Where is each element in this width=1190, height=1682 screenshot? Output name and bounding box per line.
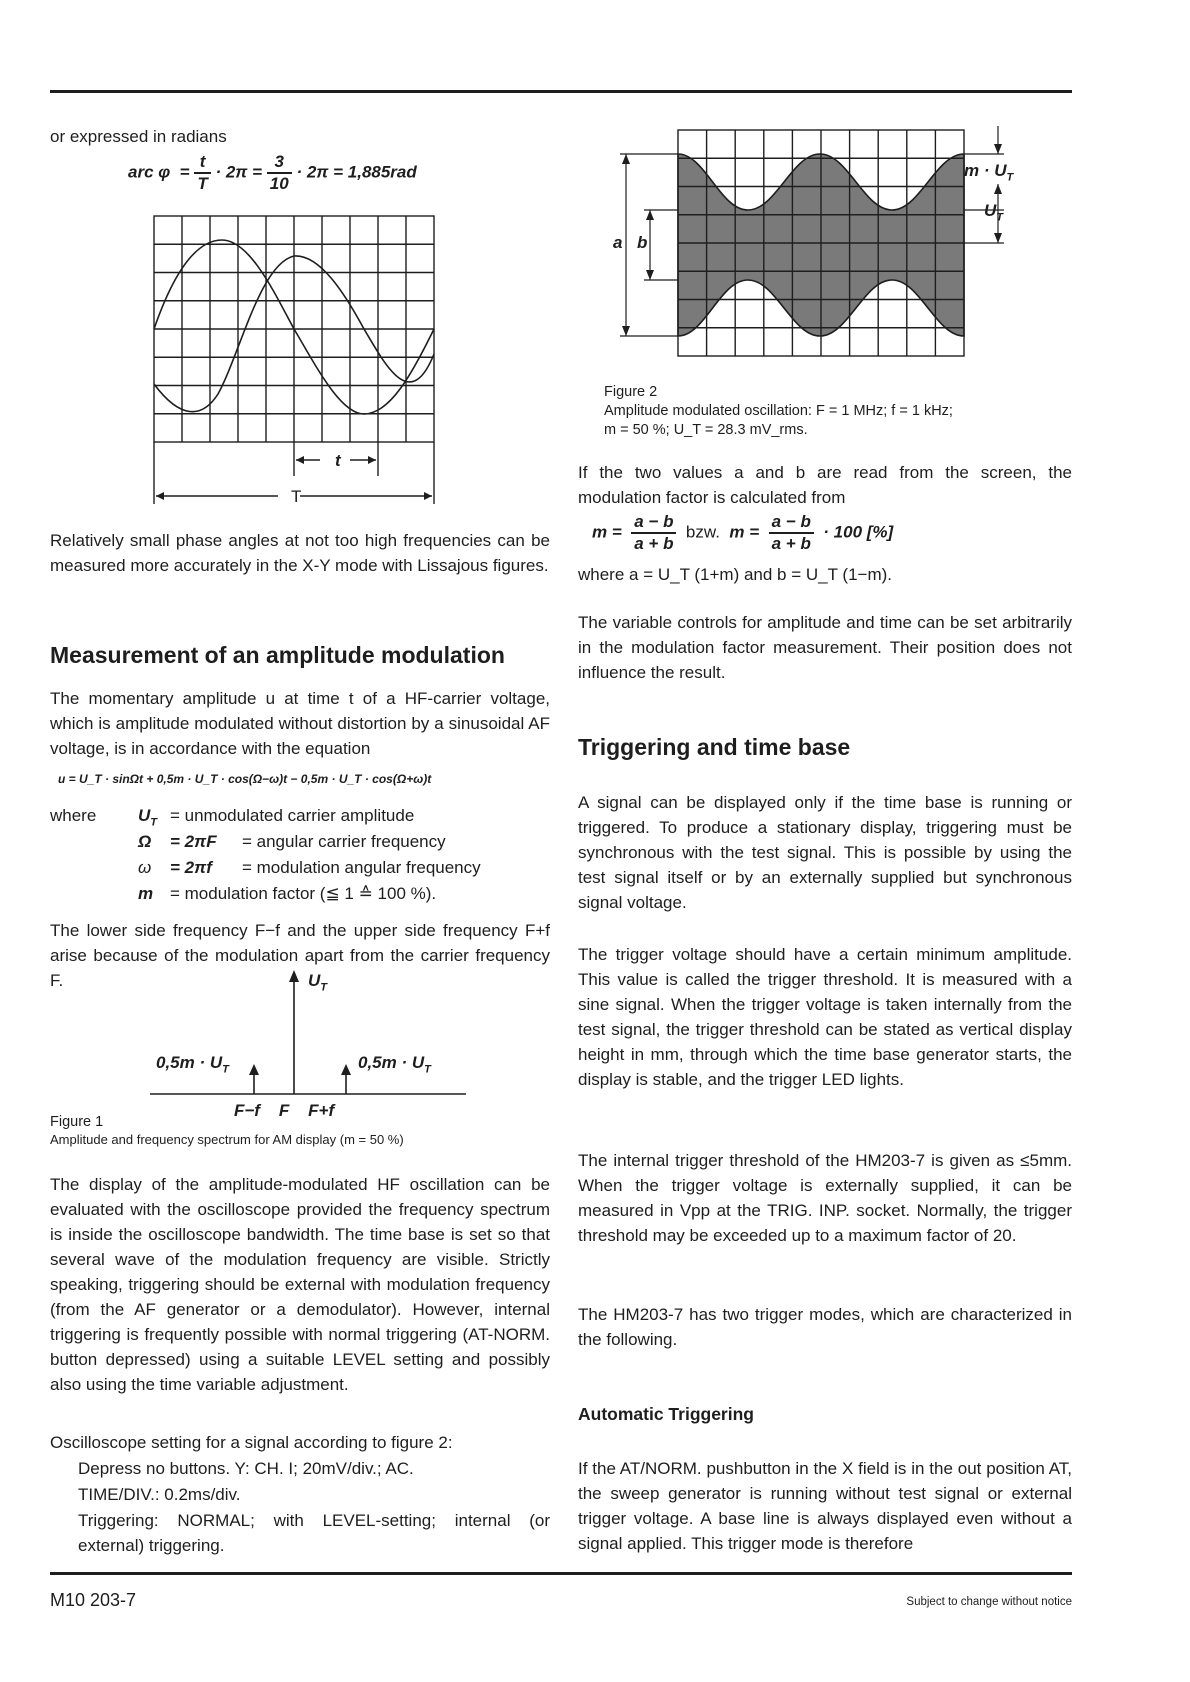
para-ab: If the two values a and b are read from the screen, the modulation factor is calculated from [578,463,1072,507]
setting-intro: Oscilloscope setting for a signal according to figure 2: [50,1433,453,1452]
heading-am: Measurement of an amplitude modulation [50,642,505,668]
spectrum-left-label: $0,5m \cdot U_T$ [156,1053,229,1076]
para-phase: Relatively small phase angles at not too high frequencies can be measured more accurately in the X-Y mode with Lissajous figures. [50,531,550,575]
spectrum-right-label: $0,5m \cdot U_T$ [358,1053,431,1076]
intro-radians: or expressed in radians [50,127,227,146]
top-rule [50,90,1072,93]
bottom-rule [50,1572,1072,1575]
para-trig4: The HM203-7 has two trigger modes, which are characterized in the following. [578,1305,1072,1349]
label-a: a [613,233,623,252]
para-am1: The momentary amplitude u at time t of a HF-carrier voltage, which is amplitude modulated without distortion by a sinusoidal AF voltage, is in accordance with the equation [50,689,550,758]
setting-1: Depress no buttons. Y: CH. I; 20mV/div.; AC. [78,1459,414,1478]
footer-right: Subject to change without notice [906,1596,1072,1608]
fig1-caption-title: Figure 1 [50,1114,104,1130]
fig1-caption-text: Amplitude and frequency spectrum for AM display (m = 50 %) [50,1132,404,1147]
fig2-caption-line1: Amplitude modulated oscillation: F = 1 MHz; f = 1 kHz; [604,403,953,419]
spectrum-ut-label: $U_T$ [308,971,328,994]
legend-def-w: = modulation angular frequency [242,858,481,877]
fig2-caption-title: Figure 2 [604,384,658,400]
fig2-caption-line2: m = 50 %; U_T = 28.3 mV_rms. [604,422,808,438]
label-ut: $U_T$ [984,201,1004,224]
label-b: b [637,233,648,252]
where-ab: where a = U_T (1+m) and b = U_T (1−m). [578,565,893,584]
formula-m: m = $\frac{a - b}{a + b}$ bzw. m = $\frac{a - b}{a + b}$ · 100 [%] [592,512,894,553]
legend-def-omega: = angular carrier frequency [242,832,446,851]
legend-eq-w: = 2πf [170,858,212,877]
heading-auto: Automatic Triggering [578,1404,754,1424]
heading-trig: Triggering and time base [578,734,851,760]
para-auto: If the AT/NORM. pushbutton in the X field is in the out position AT, the sweep generator is running without test signal or external trigger voltage. A base line is always displayed even without a signal applied. This trigger mode is therefore [578,1459,1072,1553]
para-sides: The lower side frequency F−f and the upper side frequency F+f arise because of the modulation apart from the carrier frequency F. [50,921,550,990]
T-label: T [291,487,302,506]
legend-def-m: = modulation factor (≦ 1 ≙ 100 %). [170,884,437,903]
para-trig2: The trigger voltage should have a certain minimum amplitude. This value is called the trigger threshold. It is measured with a sine signal. When the trigger voltage is taken internally from the test signal, the trigger threshold can be stated as vertical display height in mm, through which the time base generator starts, the display is stable, and the trigger LED lights. [578,945,1072,1089]
legend-sym-m: m [138,884,154,903]
legend-sym-ut: $U_T$ [138,806,158,829]
para-trig3: The internal trigger threshold of the HM203-7 is given as ≤5mm. When the trigger voltage is externally supplied, it can be measured in Vpp at the TRIG. INP. socket. Normally, the trigger threshold may be exceeded up to a maximum factor of 20. [578,1151,1072,1245]
spectrum-x-labels: F−f F F+f [234,1101,335,1120]
para-display: The display of the amplitude-modulated HF oscillation can be evaluated with the oscilloscope provided the frequency spectrum is inside the oscilloscope bandwidth. The time base is set so that several wave of the modulation frequency are visible. Strictly speaking, triggering should be external with modulation frequency (from the AF generator or a demodulator). However, internal triggering is frequently possible with normal triggering (AT-NORM. button depressed) using a suitable LEVEL setting and possibly also using the time variable adjustment. [50,1175,550,1394]
para-trig1: A signal can be displayed only if the time base is running or triggered. To produce a stationary display, triggering must be synchronous with the test signal. This is possible by using the test signal itself or by an externally supplied but synchronous signal voltage. [578,793,1072,912]
footer-left: M10 203-7 [50,1590,137,1610]
legend-sym-w: ω [138,858,152,877]
para-variable: The variable controls for amplitude and time can be set arbitrarily in the modulation factor measurement. Their position does not influence the result. [578,613,1072,682]
legend-sym-omega: Ω [138,832,152,851]
t-label: t [335,451,341,470]
legend-def-ut: = unmodulated carrier amplitude [170,806,415,825]
legend-eq-omega: = 2πF [170,832,217,851]
legend-where: where [50,806,97,825]
label-mut: $m \cdot U_T$ [964,161,1014,184]
setting-2: TIME/DIV.: 0.2ms/div. [78,1485,241,1504]
formula-arc: arc φ = $\frac{t}{T}$ · 2π = $\frac{3}{10}$ · 2π = 1,885rad [128,152,417,193]
setting-3: Triggering: NORMAL; with LEVEL-setting; internal (or external) triggering. [78,1511,550,1555]
equation-am: u = U_T · sinΩt + 0,5m · U_T · cos(Ω−ω)t − 0,5m · U_T · cos(Ω+ω)t [58,772,432,786]
grid [678,130,964,356]
phase-figure [150,214,440,514]
